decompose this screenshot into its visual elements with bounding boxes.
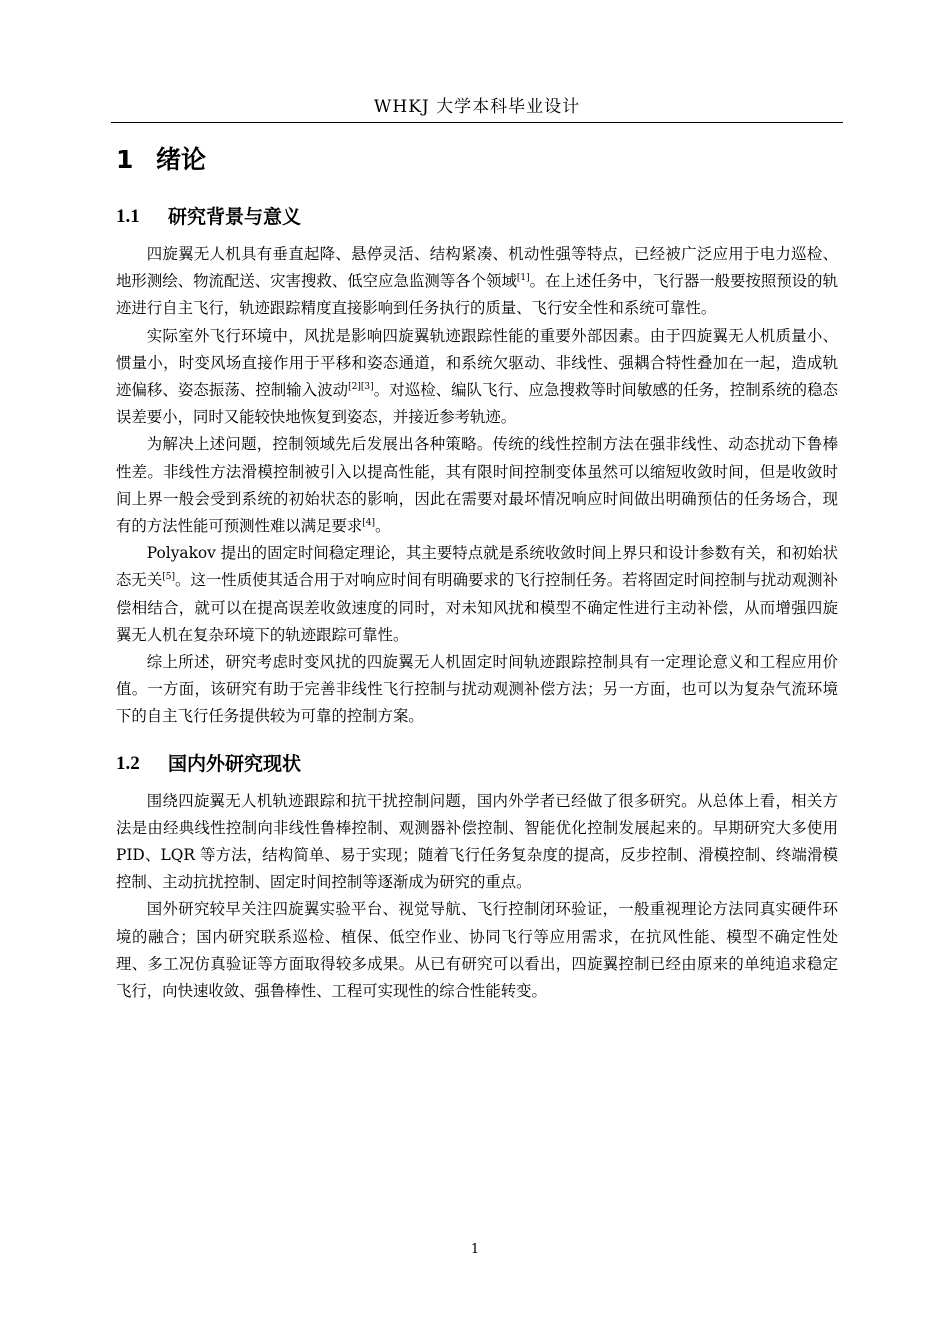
citation: [1] bbox=[516, 273, 530, 284]
citation: [2][3] bbox=[348, 382, 374, 393]
paragraph: Polyakov 提出的固定时间稳定理论，其主要特点就是系统收敛时间上界只和设计参数有关，和初始状态无关[5]。这一性质使其适合用于对响应时间有明确要求的飞行控制任务。若将固定时间控制与扰动观测补偿相结合，就可以在提高误差收敛速度的同时，对未知风扰和模型不确定性进行主动补偿，从而增强四旋翼无人机在复杂环境下的轨迹跟踪可靠性。 bbox=[116, 544, 838, 644]
chapter-number: 1 bbox=[116, 145, 134, 174]
document-body bbox=[116, 140, 838, 1005]
section-heading-1-1 bbox=[116, 202, 838, 232]
paragraph: 综上所述，研究考虑时变风扰的四旋翼无人机固定时间轨迹跟踪控制具有一定理论意义和工程应用价值。一方面，该研究有助于完善非线性飞行控制与扰动观测补偿方法；另一方面，也可以为复杂气流环境下的自主飞行任务提供较为可靠的控制方案。 bbox=[116, 653, 838, 726]
paragraph: 四旋翼无人机具有垂直起降、悬停灵活、结构紧凑、机动性强等特点，已经被广泛应用于电力巡检、地形测绘、物流配送、灾害搜救、低空应急监测等各个领域[1]。在上述任务中，飞行器一般要按照预设的轨迹进行自主飞行，轨迹跟踪精度直接影响到任务执行的质量、飞行安全性和系统可靠性。 bbox=[116, 245, 838, 318]
paragraph: 为解决上述问题，控制领域先后发展出各种策略。传统的线性控制方法在强非线性、动态扰动下鲁棒性差。非线性方法滑模控制被引入以提高性能，其有限时间控制变体虽然可以缩短收敛时间，但是收敛时间上界一般会受到系统的初始状态的影响，因此在需要对最坏情况响应时间做出明确预估的任务场合，现有的方法性能可预测性难以满足要求[4]。 bbox=[116, 435, 838, 536]
page-header bbox=[111, 94, 843, 123]
section-title: 国内外研究现状 bbox=[168, 752, 302, 775]
section-title: 研究背景与意义 bbox=[168, 206, 302, 228]
paragraph: 国外研究较早关注四旋翼实验平台、视觉导航、飞行控制闭环验证，一般重视理论方法同真实硬件环境的融合；国内研究联系巡检、植保、低空作业、协同飞行等应用需求，在抗风性能、模型不确定性处理、多工况仿真验证等方面取得较多成果。从已有研究可以看出，四旋翼控制已经由原来的单纯追求稳定飞行，向快速收敛、强鲁棒性、工程可实现性的综合性能转变。 bbox=[116, 900, 838, 1001]
chapter-heading bbox=[116, 140, 838, 184]
paragraph: 围绕四旋翼无人机轨迹跟踪和抗干扰控制问题，国内外学者已经做了很多研究。从总体上看，相关方法是由经典线性控制向非线性鲁棒控制、观测器补偿控制、智能优化控制发展起来的。早期研究大多使用 PID、LQR 等方法，结构简单、易于实现；随着飞行任务复杂度的提高，反步控制、滑模控制、终端滑模控制、主动抗扰控制、固定时间控制等逐渐成为研究的重点。 bbox=[116, 791, 838, 892]
page-number: 1 bbox=[470, 1242, 480, 1257]
citation: [5] bbox=[162, 572, 176, 583]
section-number: 1.1 bbox=[116, 206, 140, 227]
section-heading-1-2 bbox=[116, 749, 838, 779]
section-number: 1.2 bbox=[116, 752, 140, 774]
citation: [4] bbox=[362, 518, 376, 529]
paragraph: 实际室外飞行环境中，风扰是影响四旋翼轨迹跟踪性能的重要外部因素。由于四旋翼无人机质量小、惯量小，时变风场直接作用于平移和姿态通道，和系统欠驱动、非线性、强耦合特性叠加在一起，造成轨迹偏移、姿态振荡、控制输入波动[2][3]。对巡检、编队飞行、应急搜救等时间敏感的任务，控制系统的稳态误差要小，同时又能较快地恢复到姿态，并接近参考轨迹。 bbox=[116, 326, 838, 427]
header-title: WHKJ 大学本科毕业设计 bbox=[373, 97, 581, 117]
chapter-title: 绪论 bbox=[156, 145, 207, 174]
